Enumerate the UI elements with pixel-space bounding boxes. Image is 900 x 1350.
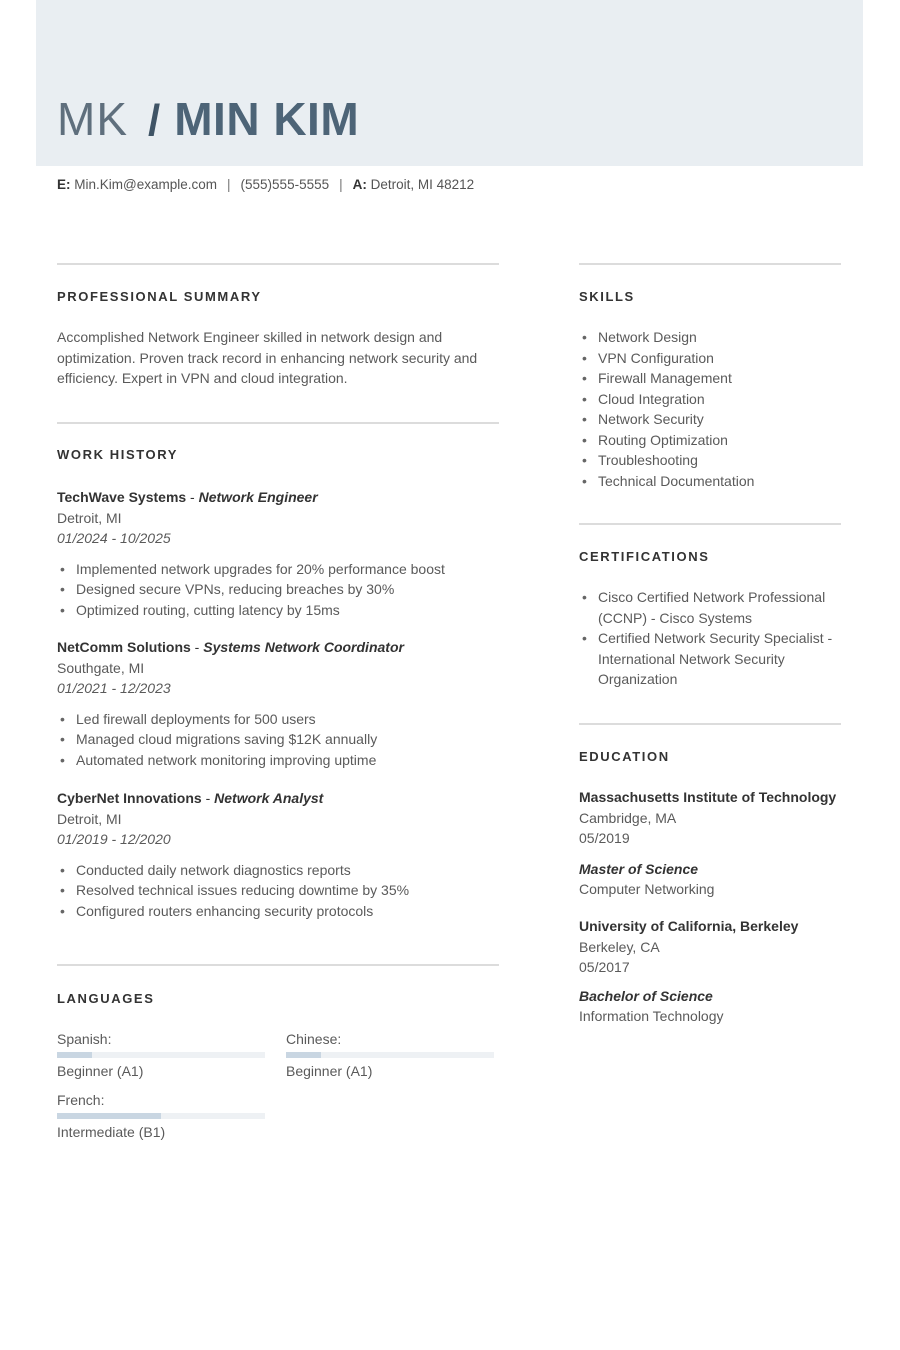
summary-line: optimization. Proven track record in enhancing network security and [57, 349, 478, 366]
job-bullet: • Conducted daily network diagnostics reports [57, 860, 497, 881]
job-entry [57, 487, 497, 620]
certifications-title: CERTIFICATIONS [579, 549, 710, 564]
job-dates: 01/2021 - 12/2023 [57, 680, 171, 696]
job-bullet: • Managed cloud migrations saving $12K annually [57, 729, 497, 750]
education-title: EDUCATION [579, 749, 670, 764]
language-bar [57, 1052, 265, 1058]
education-school: University of California, Berkeley [579, 918, 799, 934]
job-dates: 01/2019 - 12/2020 [57, 831, 171, 847]
certification-line: International Network Security [598, 650, 785, 667]
skill-item: • Firewall Management [579, 368, 849, 389]
certification-line: (CCNP) - Cisco Systems [598, 609, 753, 626]
summary-line: Accomplished Network Engineer skilled in network design and [57, 329, 443, 345]
job-location: Detroit, MI [57, 810, 122, 827]
language-bar-fill [57, 1113, 161, 1119]
job-dash: - [201, 790, 215, 806]
full-name: MIN KIM [174, 93, 360, 145]
skill-item: • Troubleshooting [579, 450, 849, 471]
education-school: Massachusetts Institute of Technology [579, 789, 837, 805]
job-company: TechWave Systems [57, 489, 187, 505]
job-dates: 01/2024 - 10/2025 [57, 530, 171, 546]
job-entry [57, 788, 497, 921]
certification-line: • Cisco Certified Network Professional [598, 589, 826, 605]
language-item [57, 1030, 265, 1081]
job-company: NetComm Solutions [57, 639, 191, 655]
job-entry [57, 637, 497, 770]
address-label: A: [352, 177, 367, 192]
language-name: Spanish: [57, 1031, 112, 1047]
education-entry [579, 787, 849, 900]
job-location: Detroit, MI [57, 509, 122, 526]
work-history-title: WORK HISTORY [57, 447, 179, 462]
contact-line [57, 177, 474, 192]
skill-item: • VPN Configuration [579, 348, 849, 369]
education-degree: Master of Science [579, 860, 699, 877]
job-bullets [57, 709, 497, 771]
name-separator: / [148, 96, 161, 145]
section-divider [57, 422, 499, 424]
languages-title: LANGUAGES [57, 991, 155, 1006]
job-role: Systems Network Coordinator [203, 639, 404, 655]
email-value[interactable]: Min.Kim@example.com [74, 177, 218, 192]
language-level: Beginner (A1) [286, 1063, 373, 1079]
job-role: Network Analyst [214, 790, 324, 806]
section-divider [57, 263, 499, 265]
language-name: French: [57, 1092, 105, 1108]
certification-line: • Certified Network Security Specialist - [598, 630, 833, 646]
education-location: Cambridge, MA [579, 809, 677, 826]
language-bar-fill [286, 1052, 321, 1058]
phone-value[interactable]: (555)555-5555 [240, 177, 330, 192]
job-company: CyberNet Innovations [57, 790, 202, 806]
contact-divider: | [227, 177, 231, 192]
name-heading [57, 93, 360, 145]
summary-line: efficiency. Expert in VPN and cloud integration. [57, 370, 348, 386]
address-value: Detroit, MI 48212 [370, 177, 475, 192]
skill-item: • Cloud Integration [579, 389, 849, 410]
skill-item: • Network Security [579, 409, 849, 430]
job-bullets [57, 860, 497, 922]
job-bullet: • Automated network monitoring improving uptime [57, 750, 497, 771]
certification-line: Organization [598, 671, 678, 687]
certifications-list [579, 587, 849, 690]
job-heading [57, 487, 497, 508]
initials: MK [57, 93, 128, 145]
language-name: Chinese: [286, 1031, 342, 1047]
job-dash: - [186, 489, 199, 505]
language-bar [57, 1113, 265, 1119]
summary-title: PROFESSIONAL SUMMARY [57, 289, 262, 304]
job-role: Network Engineer [198, 489, 318, 505]
section-divider [579, 523, 841, 525]
education-field: Information Technology [579, 1008, 724, 1024]
skill-item: • Network Design [579, 327, 849, 348]
language-bar-fill [57, 1052, 92, 1058]
skill-item: • Routing Optimization [579, 430, 849, 451]
language-bar [286, 1052, 494, 1058]
skills-list [579, 327, 849, 491]
skill-item: • Technical Documentation [579, 471, 849, 492]
job-bullet: • Implemented network upgrades for 20% performance boost [57, 559, 497, 580]
certification-item [579, 587, 849, 628]
section-divider [57, 964, 499, 966]
language-item [286, 1030, 494, 1081]
job-bullet: • Designed secure VPNs, reducing breaches by 30% [57, 579, 497, 600]
education-location: Berkeley, CA [579, 938, 660, 955]
education-entry [579, 916, 849, 1027]
language-level: Beginner (A1) [57, 1063, 144, 1079]
certification-item [579, 628, 849, 690]
education-date: 05/2017 [579, 959, 630, 975]
job-bullet: • Resolved technical issues reducing downtime by 35% [57, 880, 497, 901]
contact-divider: | [339, 177, 343, 192]
job-dash: - [190, 639, 204, 655]
education-field: Computer Networking [579, 881, 715, 897]
job-bullet: • Led firewall deployments for 500 users [57, 709, 497, 730]
email-label: E: [57, 177, 71, 192]
job-bullet: • Optimized routing, cutting latency by 15ms [57, 600, 497, 621]
summary-text [57, 327, 507, 389]
job-bullet: • Configured routers enhancing security protocols [57, 901, 497, 922]
education-date: 05/2019 [579, 830, 630, 846]
job-bullets [57, 559, 497, 621]
language-item [57, 1091, 265, 1142]
job-location: Southgate, MI [57, 659, 145, 676]
section-divider [579, 723, 841, 725]
education-degree: Bachelor of Science [579, 987, 713, 1004]
skills-title: SKILLS [579, 289, 635, 304]
job-heading [57, 637, 497, 658]
job-heading [57, 788, 497, 809]
section-divider [579, 263, 841, 265]
language-level: Intermediate (B1) [57, 1124, 166, 1140]
